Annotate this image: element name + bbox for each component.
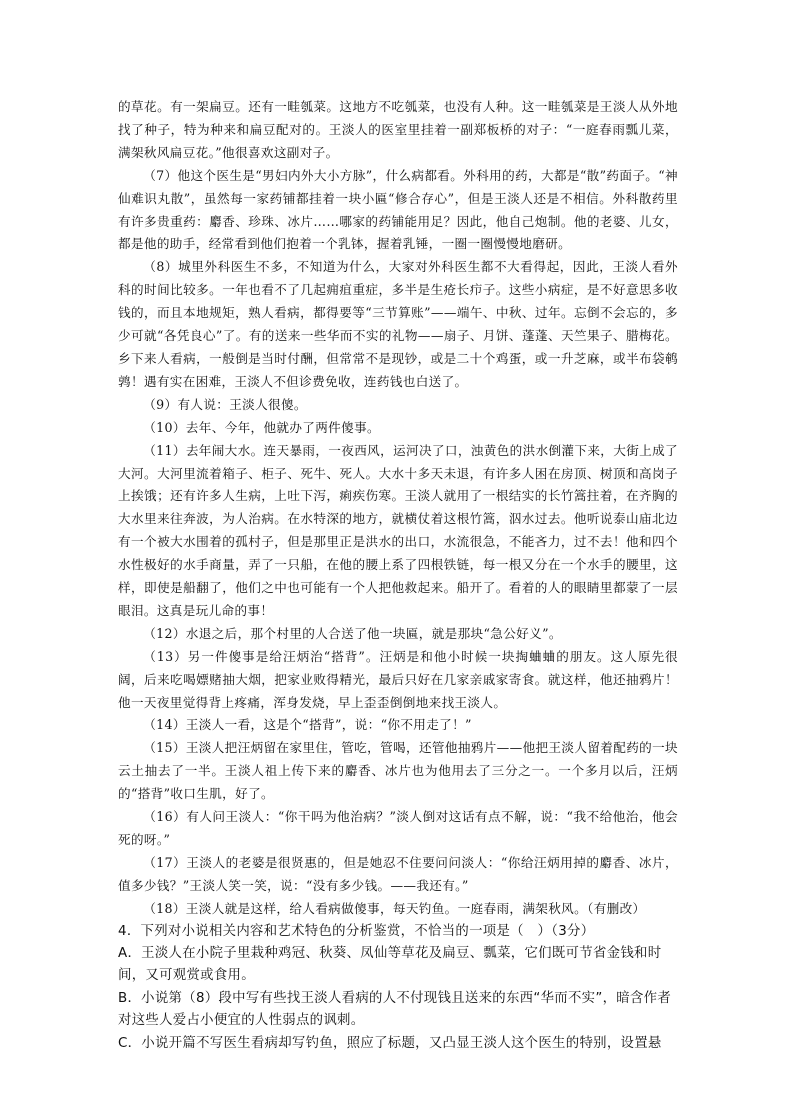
- paragraph-17: （17）王淡人的老婆是很贤惠的，但是她忍不住要问问淡人：“你给汪炳用掉的麝香、冰片，值多少钱？”王淡人笑一笑，说：“没有多少钱。——我还有。”: [118, 854, 678, 893]
- paragraph-18: （18）王淡人就是这样，给人看病做傻事，每天钓鱼。一庭春雨，满架秋风。（有删改）: [143, 900, 646, 916]
- question-option-b: B．小说第（8）段中写有些找王淡人看病的人不付现钱且送来的东西“华而不实”，暗含作者对这些人爱占小便宜的人性弱点的讽刺。: [118, 990, 672, 1029]
- paragraph-8: （8）城里外科医生不多，不知道为什么，大家对外科医生都不大看得起，因此，王淡人看外科的时间比较多。一年也看不了几起痈疽重症，多半是生疮长疖子。这些小病症，是不好意思多收钱的，而且本地规矩，熟人看病，都得要等“三节算账”——端午、中秋、过年。忘倒不会忘的，多少可就“各凭良心”了。有的送来一些华而不实的礼物——扇子、月饼、蓬蓬、天竺果子、腊梅花。乡下来人看病，一般倒是当时付酬，但常常不是现钞，或是二十个鸡蛋，或一升芝麻，或半布袋鹌鹑！遇有实在困难，王淡人不但诊费免收，连药钱也白送了。: [118, 259, 678, 389]
- paragraph-12: （12）水退之后，那个村里的人合送了他一块匾，就是那块“急公好义”。: [143, 625, 562, 641]
- paragraph-7: （7）他这个医生是“男妇内外大小方脉”，什么病都看。外科用的药，大都是“散”药面子。“神仙难识丸散”，虽然每一家药铺都挂着一块小匾“修合存心”，但是王淡人还是不相信。外科散药里有许多贵重药：麝香、珍珠、冰片……哪家的药铺能用足？因此，他自己炮制。他的老婆、儿女，都是他的助手，经常看到他们抱着一个乳钵，握着乳锤，一圈一圈慢慢地磨研。: [118, 167, 678, 252]
- paragraph-intro: 的草花。有一架扁豆。还有一畦瓠菜。这地方不吃瓠菜，也没有人种。这一畦瓠菜是王淡人从外地找了种子，特为种来和扁豆配对的。王淡人的医室里挂着一副郑板桥的对子：“一庭春雨瓢儿菜，满架秋风扁豆花。”他很喜欢这副对子。: [118, 99, 678, 160]
- paragraph-10: （10）去年、今年，他就办了两件傻事。: [143, 419, 380, 435]
- question-stem: 4．下列对小说相关内容和艺术特色的分析鉴赏，不恰当的一项是（ ）（3分）: [118, 923, 595, 939]
- question-option-a: A．王淡人在小院子里栽种鸡冠、秋葵、凤仙等草花及扁豆、瓢菜，它们既可节省金钱和时间，又可观赏或食用。: [118, 946, 662, 984]
- paragraph-15: （15）王淡人把汪炳留在家里住，管吃，管喝，还管他抽鸦片——他把王淡人留着配药的一块云土抽去了一半。王淡人祖上传下来的麝香、冰片也为他用去了三分之一。一个多月以后，汪炳的“搭背”收口生肌，好了。: [118, 740, 678, 802]
- paragraph-13: （13）另一件傻事是给汪炳治“搭背”。汪炳是和他小时候一块掏蛐蛐的朋友。这人原先很阔，后来吃喝嫖赌抽大烟，把家业败得精光，最后只好在几家亲戚家寄食。就这样，他还抽鸦片！他一天夜里觉得背上疼痛，浑身发烧，早上歪歪倒倒地来找王淡人。: [118, 648, 678, 710]
- paragraph-11: （11）去年闹大水。连天暴雨，一夜西风，运河决了口，浊黄色的洪水倒灌下来，大街上成了大河。大河里流着箱子、柜子、死牛、死人。大水十多天未退，有许多人困在房顶、树顶和高岗子上挨饿；还有许多人生病，上吐下泻，痢疾伤寒。王淡人就用了一根结实的长竹篙拄着，在齐胸的大水里来往奔波，为人治病。在水特深的地方，就横仗着这根竹篙，泅水过去。他听说泰山庙北边有一个被大水围着的孤村子，但是那里正是洪水的出口，水流很急，不能吝力，过不去！他和四个水性极好的水手商量，弄了一只船，在他的腰上系了四根铁链，每一根又分在一个水手的腰里，这样，即使是船翻了，他们之中也可能有一个人把他救起来。船开了。看着的人的眼睛里都蒙了一层眼泪。这真是玩儿命的事！: [118, 442, 678, 618]
- paragraph-14: （14）王淡人一看，这是个“搭背”，说：“你不用走了！”: [143, 717, 472, 733]
- question-block: [118, 921, 678, 1055]
- question-option-c: C．小说开篇不写医生看病却写钓鱼，照应了标题，又凸显王淡人这个医生的特别，设置悬: [118, 1035, 662, 1051]
- paragraph-16: （16）有人问王淡人：“你干吗为他治病？”淡人倒对这话有点不解，说：“我不给他治，他会死的呀。”: [118, 809, 678, 847]
- document-page: [118, 96, 678, 1055]
- paragraph-9: （9）有人说：王淡人很傻。: [143, 396, 307, 412]
